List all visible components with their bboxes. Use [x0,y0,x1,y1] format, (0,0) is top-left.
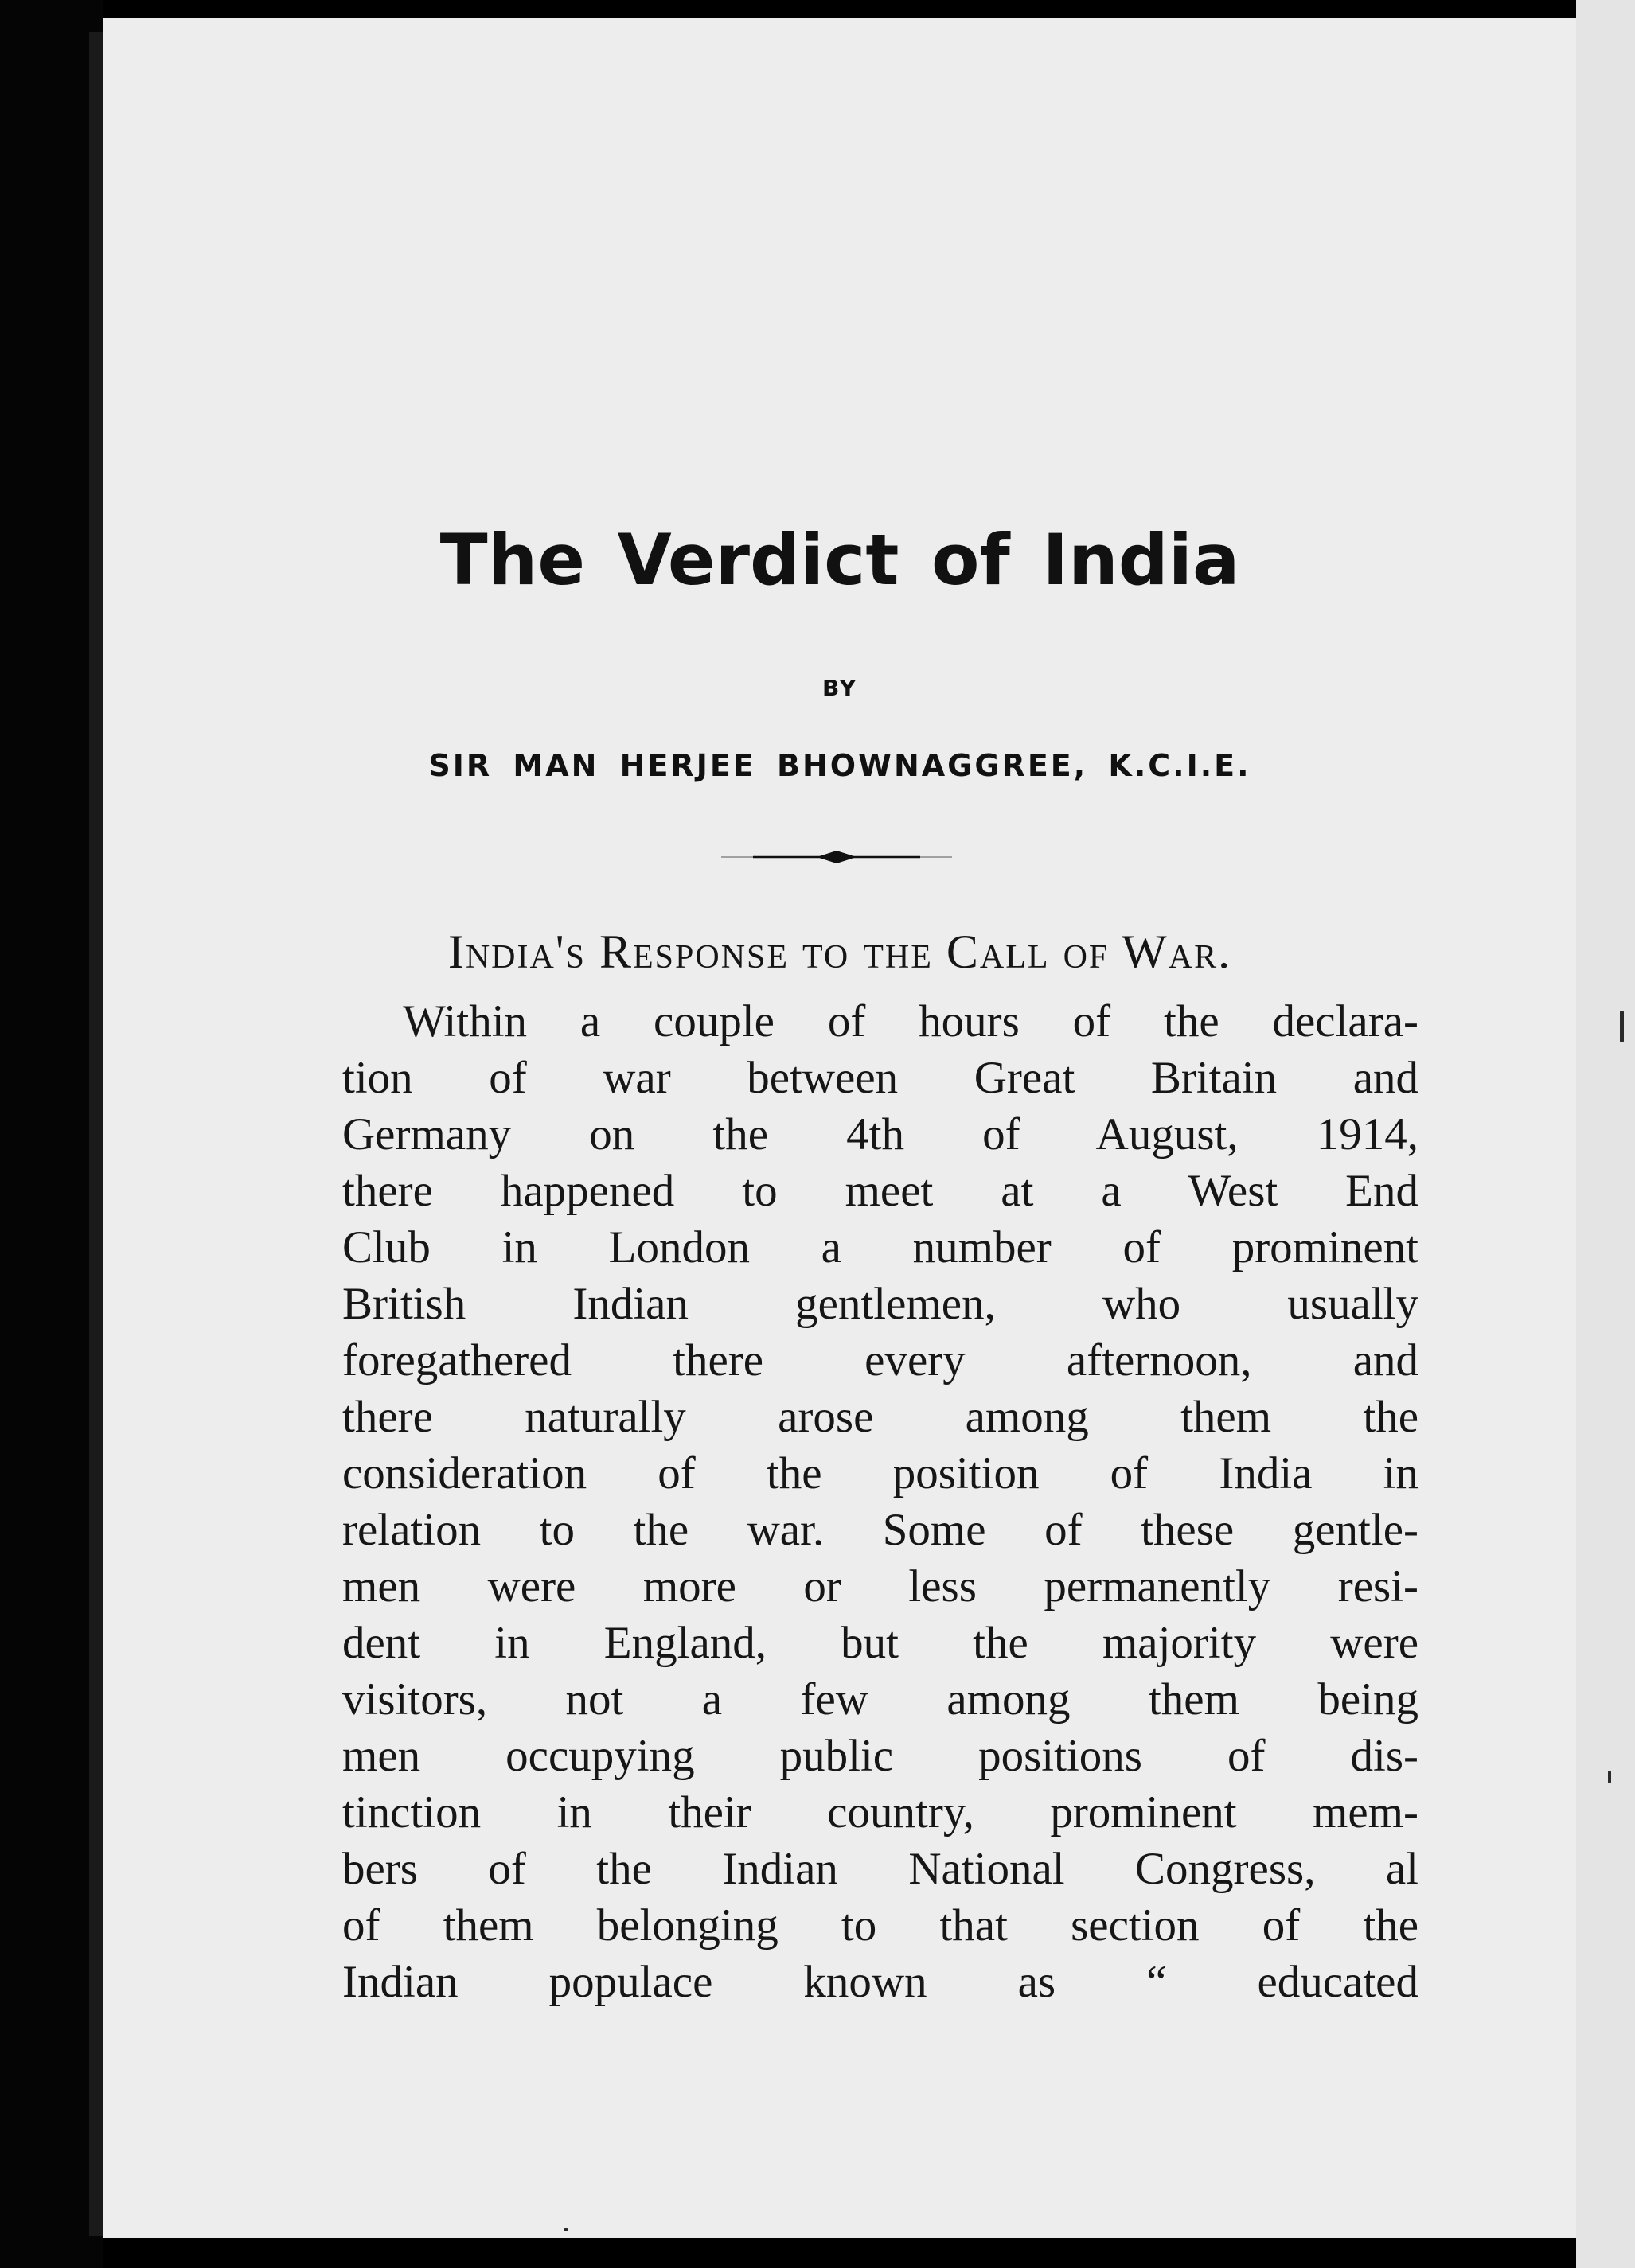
scan-left-border [0,0,103,2268]
text-line: tinction in their country, prominent mem- [342,1787,1418,1837]
section-heading: India's Response to the Call of War. [447,926,1232,978]
text-line: tion of war between Great Britain and [342,1053,1418,1103]
scan-right-margin [1576,0,1635,2268]
text-line: of them belonging to that section of the [342,1900,1418,1950]
text-line: British Indian gentlemen, who usually [342,1279,1418,1329]
text-line: there happened to meet at a West End [342,1166,1418,1216]
scan-page-gutter [89,32,103,2236]
book-page [103,18,1576,2238]
ornament-divider-icon [721,845,952,869]
text-line: consideration of the position of India in [342,1448,1418,1498]
text-line: there naturally arose among them the [342,1392,1418,1442]
text-line: bers of the Indian National Congress, al [342,1844,1418,1894]
scan-speck [1608,1771,1611,1783]
scan-speck [564,2228,568,2231]
text-line: relation to the war. Some of these gentle- [342,1505,1418,1555]
text-line: men were more or less permanently resi- [342,1561,1418,1611]
scan-speck [1620,1011,1624,1042]
page-title: The Verdict of India [439,519,1240,601]
text-line: foregathered there every afternoon, and [342,1335,1418,1385]
byline-label: BY [821,675,858,701]
text-line: Club in London a number of prominent [342,1222,1418,1272]
text-line: Germany on the 4th of August, 1914, [342,1109,1418,1159]
text-line: dent in England, but the majority were [342,1618,1418,1668]
text-line: Indian populace known as “ educated [342,1957,1418,2007]
text-line: visitors, not a few among them being [342,1674,1418,1724]
text-line: men occupying public positions of dis- [342,1731,1418,1781]
author-name: SIR MAN HERJEE BHOWNAGGREE, K.C.I.E. [428,748,1251,783]
text-line: Within a couple of hours of the declara- [403,996,1418,1046]
body-paragraph [342,993,1418,2010]
